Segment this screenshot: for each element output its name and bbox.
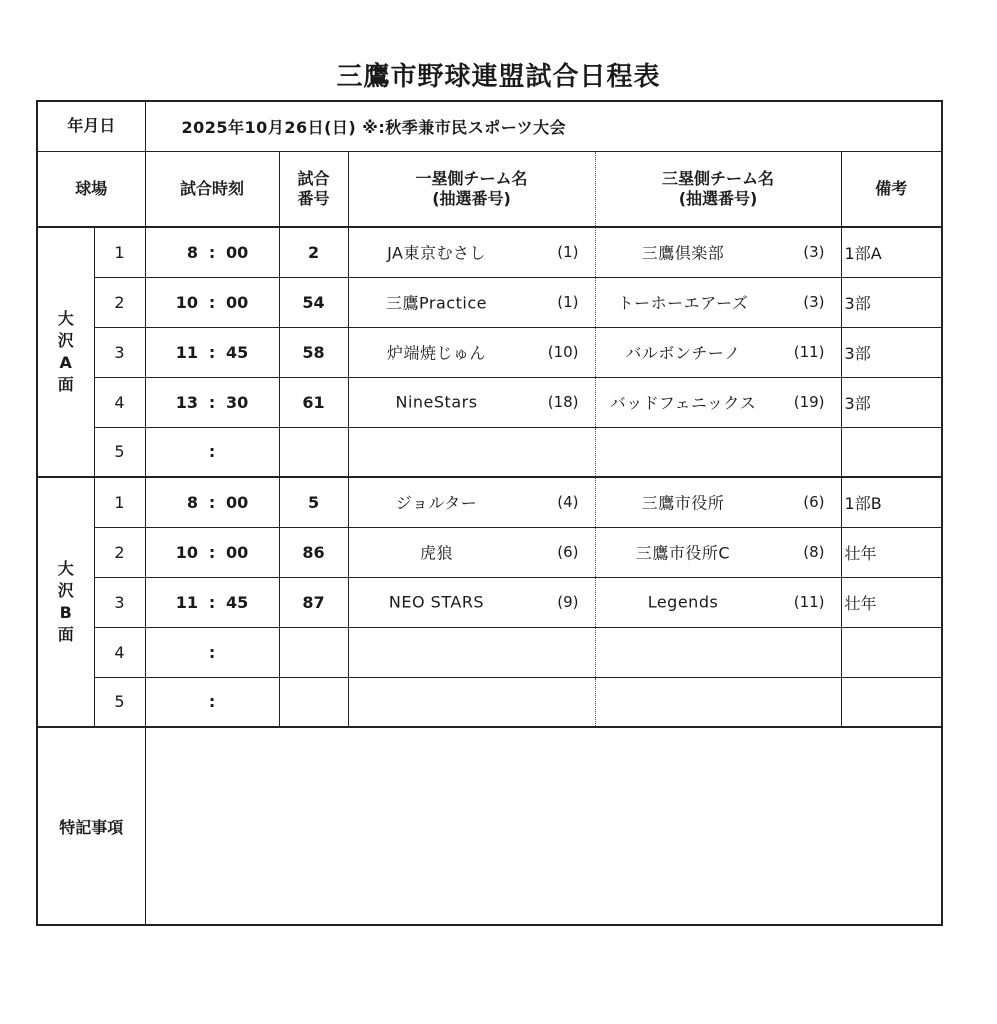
time-separator: : [208, 592, 216, 612]
lottery-number: (6) [557, 543, 579, 561]
team-name: 三鷹市役所 [641, 493, 725, 513]
notes-cell: 1部B [841, 477, 942, 527]
time-separator: : [208, 292, 216, 312]
notes-cell: 壮年 [841, 577, 942, 627]
team-name: 炉端焼じゅん [387, 343, 487, 363]
row-number: 5 [94, 427, 145, 477]
first-base-team [348, 477, 595, 527]
game-time [145, 677, 279, 727]
team-name: 三鷹市役所C [635, 543, 731, 563]
time-minute: 00 [226, 542, 249, 562]
schedule-row [37, 227, 942, 277]
game-number: 87 [279, 577, 348, 627]
row-number: 3 [94, 577, 145, 627]
row-number: 2 [94, 527, 145, 577]
header-game-no: 試合 番号 [279, 151, 348, 227]
row-number: 5 [94, 677, 145, 727]
time-hour: 11 [175, 342, 199, 362]
lottery-number: (10) [547, 343, 579, 361]
game-number: 86 [279, 527, 348, 577]
lottery-number: (9) [557, 593, 579, 611]
team-name: 虎狼 [420, 543, 454, 563]
time-separator: : [208, 642, 216, 662]
time-hour: 10 [175, 292, 199, 312]
field-name: 大 沢 A 面 [37, 227, 94, 477]
time-hour: 11 [175, 592, 199, 612]
third-base-team [595, 527, 841, 577]
game-number: 61 [279, 377, 348, 427]
header-field: 球場 [37, 151, 145, 227]
game-time [145, 477, 279, 527]
team-name: Legends [647, 592, 719, 612]
time-hour: 8 [186, 492, 199, 512]
lottery-number: (1) [557, 293, 579, 311]
lottery-number: (4) [557, 493, 579, 512]
row-number: 4 [94, 627, 145, 677]
row-number: 1 [94, 477, 145, 527]
notes-cell: 3部 [841, 377, 942, 427]
lottery-number: (8) [803, 543, 825, 561]
team-name: トーホーエアーズ [617, 293, 749, 313]
schedule-row [37, 377, 942, 427]
field-name: 大 沢 B 面 [37, 477, 94, 727]
time-minute: 00 [226, 292, 249, 312]
first-base-team [348, 577, 595, 627]
time-minute: 45 [226, 592, 249, 612]
lottery-number: (3) [803, 293, 825, 311]
third-base-team [595, 427, 841, 477]
schedule-row [37, 677, 942, 727]
row-number: 2 [94, 277, 145, 327]
notes-cell [841, 627, 942, 677]
header-notes: 備考 [841, 151, 942, 227]
schedule-row [37, 627, 942, 677]
schedule-row [37, 577, 942, 627]
time-minute: 00 [226, 242, 249, 262]
row-number: 1 [94, 227, 145, 277]
header-time: 試合時刻 [145, 151, 279, 227]
time-separator: : [208, 342, 216, 362]
third-base-team [595, 577, 841, 627]
header-row [37, 151, 942, 227]
first-base-team [348, 227, 595, 277]
game-time [145, 327, 279, 377]
date-label: 年月日 [37, 101, 145, 151]
third-base-team [595, 377, 841, 427]
game-number: 54 [279, 277, 348, 327]
lottery-number: (11) [793, 593, 825, 611]
date-value: 2025年10月26日(日) ※:秋季兼市民スポーツ大会 [145, 101, 942, 151]
time-separator: : [208, 392, 216, 412]
time-separator: : [208, 692, 216, 712]
row-number: 4 [94, 377, 145, 427]
first-base-team [348, 327, 595, 377]
schedule-table [36, 100, 943, 926]
lottery-number: (11) [793, 343, 825, 361]
third-base-team [595, 627, 841, 677]
game-number: 58 [279, 327, 348, 377]
game-number [279, 427, 348, 477]
third-base-team [595, 277, 841, 327]
first-base-team [348, 427, 595, 477]
notes-cell: 1部A [841, 227, 942, 277]
game-number: 2 [279, 227, 348, 277]
team-name: ジョルター [395, 493, 478, 513]
time-separator: : [208, 242, 216, 262]
lottery-number: (3) [803, 243, 825, 262]
time-separator: : [208, 542, 216, 562]
notes-cell [841, 427, 942, 477]
schedule-row [37, 477, 942, 527]
special-notes-area [145, 727, 942, 925]
notes-cell: 壮年 [841, 527, 942, 577]
game-number [279, 677, 348, 727]
team-name: JA東京むさし [387, 243, 486, 263]
game-number: 5 [279, 477, 348, 527]
date-row [37, 101, 942, 151]
schedule-row [37, 327, 942, 377]
game-time [145, 277, 279, 327]
team-name: 三鷹倶楽部 [641, 243, 725, 263]
team-name: バルボンチーノ [625, 343, 741, 363]
third-base-team [595, 677, 841, 727]
notes-cell: 3部 [841, 327, 942, 377]
first-base-team [348, 277, 595, 327]
special-notes-label: 特記事項 [37, 727, 145, 925]
notes-cell: 3部 [841, 277, 942, 327]
game-time [145, 227, 279, 277]
time-hour: 13 [175, 392, 199, 412]
game-number [279, 627, 348, 677]
third-base-team [595, 327, 841, 377]
game-time [145, 427, 279, 477]
team-name: NEO STARS [388, 592, 485, 612]
header-third-base-team: 三塁側チーム名 (抽選番号) [595, 151, 841, 227]
third-base-team [595, 477, 841, 527]
lottery-number: (1) [557, 243, 579, 262]
time-separator: : [208, 442, 216, 462]
time-hour: 8 [186, 242, 199, 262]
notes-cell [841, 677, 942, 727]
schedule-row [37, 527, 942, 577]
special-notes-row [37, 727, 942, 925]
third-base-team [595, 227, 841, 277]
lottery-number: (6) [803, 493, 825, 512]
page-title: 三鷹市野球連盟試合日程表 [336, 62, 661, 92]
team-name: NineStars [395, 392, 478, 412]
header-first-base-team: 一塁側チーム名 (抽選番号) [348, 151, 595, 227]
team-name: バッドフェニックス [609, 393, 757, 413]
row-number: 3 [94, 327, 145, 377]
game-time [145, 527, 279, 577]
first-base-team [348, 377, 595, 427]
first-base-team [348, 527, 595, 577]
time-minute: 45 [226, 342, 249, 362]
time-minute: 00 [226, 492, 249, 512]
first-base-team [348, 627, 595, 677]
lottery-number: (19) [793, 393, 825, 411]
time-separator: : [208, 492, 216, 512]
team-name: 三鷹Practice [386, 293, 487, 313]
first-base-team [348, 677, 595, 727]
game-time [145, 577, 279, 627]
lottery-number: (18) [547, 393, 579, 411]
schedule-row [37, 427, 942, 477]
time-hour: 10 [175, 542, 199, 562]
game-time [145, 627, 279, 677]
game-time [145, 377, 279, 427]
schedule-row [37, 277, 942, 327]
time-minute: 30 [226, 392, 249, 412]
